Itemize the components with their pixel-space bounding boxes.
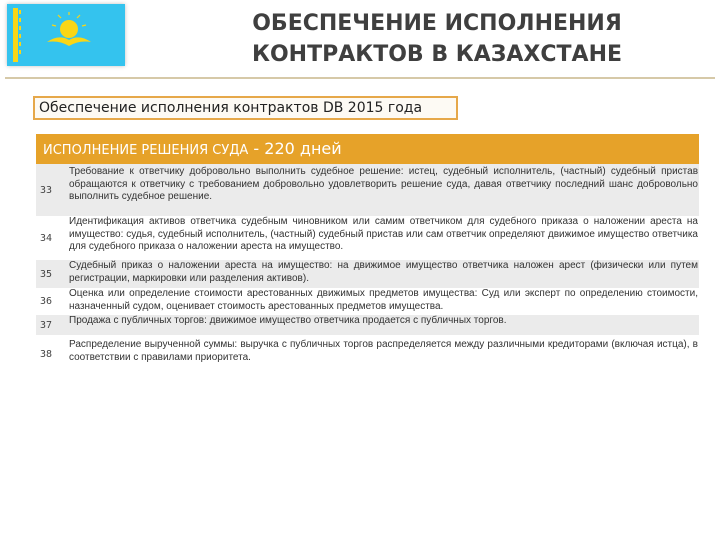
table-row bbox=[36, 164, 699, 216]
title-divider bbox=[5, 77, 715, 79]
row-text: Продажа с публичных торгов: движимое имущество ответчика продается с публичных торгов. bbox=[69, 315, 507, 326]
row-number: 33 bbox=[40, 184, 53, 196]
table-header bbox=[36, 134, 699, 164]
section-subtitle: Обеспечение исполнения контрактов DB 2015 года bbox=[33, 96, 458, 120]
table-row bbox=[36, 216, 699, 260]
page-title-line-1: ОБЕСПЕЧЕНИЕ ИСПОЛНЕНИЯ bbox=[252, 11, 622, 36]
row-text: Распределение вырученной суммы: выручка с публичных торгов распределяется между различными кредиторами (включая истца), в соответствии с правилами приоритета. bbox=[69, 339, 698, 363]
row-text: Требование к ответчику добровольно выполнить судебное решение: истец, судебный исполнитель, (частный) судебный пристав обращаются к ответчику с требованием добровольно удовлетворить решение суда, давая ответчику последний шанс добровольно выполнить судебное решение. bbox=[69, 166, 698, 203]
row-number: 36 bbox=[40, 296, 53, 307]
table-row bbox=[36, 288, 699, 315]
row-number: 35 bbox=[40, 268, 53, 280]
page-title bbox=[200, 8, 674, 70]
table-row bbox=[36, 335, 699, 369]
kazakhstan-flag-icon bbox=[7, 4, 125, 66]
table-row bbox=[36, 315, 699, 335]
row-text: Идентификация активов ответчика судебным чиновником или самим ответчиком для судебного приказа о наложении ареста на имущество: судья, судебный исполнитель, (частный) судебный пристав или сам ответчик определяют движимое имущество ответчика для судебного приказа о наложении ареста на имущество. bbox=[69, 216, 698, 253]
row-number: 37 bbox=[40, 319, 53, 331]
table-header-label: ИСПОЛНЕНИЕ РЕШЕНИЯ СУДА bbox=[43, 143, 249, 158]
page-title-line-2: КОНТРАКТОВ В КАЗАХСТАНЕ bbox=[251, 42, 623, 67]
row-text: Судебный приказ о наложении ареста на имущество: на движимое имущество ответчика наложен арест (физически или путем регистрации, маркировки или разделения активов). bbox=[69, 260, 698, 284]
table-header-days: - 220 дней bbox=[253, 139, 342, 158]
row-number: 38 bbox=[40, 348, 53, 360]
row-text: Оценка или определение стоимости арестованных движимых предметов имущества: Суд или эксперт по определению стоимости, назначенный судом, оценивает стоимость арестованных предметов имущества. bbox=[69, 288, 698, 312]
table-row bbox=[36, 260, 699, 288]
procedure-table bbox=[36, 164, 699, 369]
row-number: 34 bbox=[40, 232, 53, 244]
